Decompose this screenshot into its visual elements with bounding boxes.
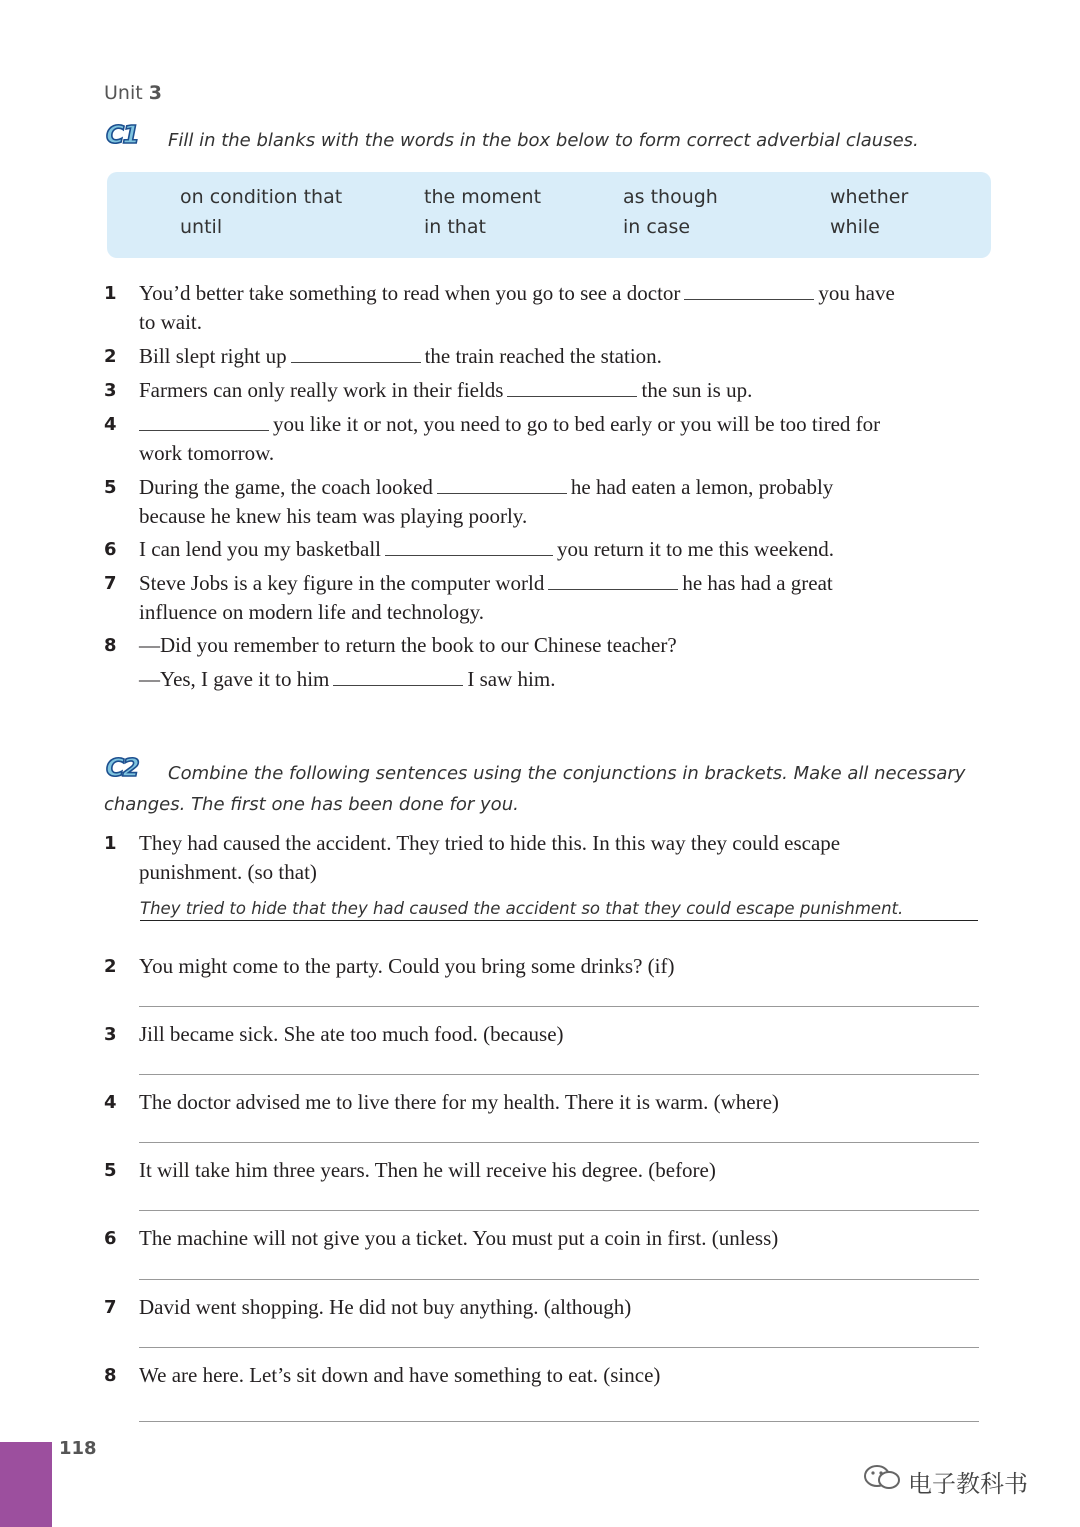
fill-blank[interactable] bbox=[139, 429, 269, 431]
example-answer: They tried to hide that they had caused the accident so that they could escape punishment. bbox=[140, 899, 978, 921]
item-number: 8 bbox=[104, 635, 117, 656]
item-text: you like it or not, you need to go to bed early or you will be too tired for bbox=[273, 412, 881, 436]
answer-line[interactable] bbox=[139, 1005, 979, 1007]
c1-instruction: Fill in the blanks with the words in the box below to form correct adverbial clauses. bbox=[168, 130, 919, 151]
item-number: 8 bbox=[104, 1365, 117, 1386]
item-text: It will take him three years. Then he will receive his degree. (before) bbox=[139, 1158, 716, 1182]
item-text: you return it to me this weekend. bbox=[557, 537, 835, 561]
item-text: I saw him. bbox=[467, 667, 556, 691]
item-text: We are here. Let’s sit down and have something to eat. (since) bbox=[139, 1363, 661, 1387]
answer-line[interactable] bbox=[139, 1209, 979, 1211]
item-text: During the game, the coach looked bbox=[139, 475, 433, 499]
chat-bubbles-icon bbox=[862, 1462, 902, 1498]
item-text: he had eaten a lemon, probably bbox=[570, 475, 834, 499]
watermark bbox=[862, 1462, 1028, 1499]
word-option: until bbox=[180, 216, 223, 238]
word-box bbox=[107, 172, 991, 258]
item-text: The doctor advised me to live there for my health. There it is warm. (where) bbox=[139, 1090, 779, 1114]
item-text: punishment. (so that) bbox=[139, 860, 317, 884]
watermark-text: 电子教科书 bbox=[908, 1470, 1028, 1498]
item-number: 3 bbox=[104, 1024, 117, 1045]
fill-blank[interactable] bbox=[548, 588, 678, 590]
item-number: 2 bbox=[104, 956, 117, 977]
item-number: 6 bbox=[104, 1228, 117, 1249]
item-text: David went shopping. He did not buy anything. (although) bbox=[139, 1295, 632, 1319]
item-text: the sun is up. bbox=[641, 378, 753, 402]
word-option: as though bbox=[623, 186, 718, 208]
c1-badge: C1 bbox=[106, 120, 138, 149]
item-text: They had caused the accident. They tried to hide this. In this way they could escape bbox=[139, 831, 841, 855]
item-text: You’d better take something to read when you go to see a doctor bbox=[139, 281, 681, 305]
item-text: —Did you remember to return the book to our Chinese teacher? bbox=[139, 633, 677, 657]
answer-line[interactable] bbox=[139, 1073, 979, 1075]
item-text: because he knew his team was playing poorly. bbox=[139, 504, 528, 528]
fill-blank[interactable] bbox=[385, 554, 553, 556]
item-text: Farmers can only really work in their fields bbox=[139, 378, 504, 402]
item-number: 4 bbox=[104, 1092, 117, 1113]
item-text: I can lend you my basketball bbox=[139, 537, 382, 561]
item-number: 7 bbox=[104, 1297, 117, 1318]
item-text: Steve Jobs is a key figure in the computer world bbox=[139, 571, 545, 595]
word-option: in case bbox=[623, 216, 691, 238]
word-option: while bbox=[830, 216, 880, 238]
page-number: 118 bbox=[59, 1438, 97, 1459]
item-number: 5 bbox=[104, 477, 117, 498]
c2-instruction-line2: changes. The first one has been done for you. bbox=[104, 794, 519, 815]
word-option: in that bbox=[424, 216, 486, 238]
item-number: 1 bbox=[104, 283, 117, 304]
fill-blank[interactable] bbox=[291, 361, 421, 363]
item-text: Bill slept right up bbox=[139, 344, 287, 368]
fill-blank[interactable] bbox=[507, 395, 637, 397]
fill-blank[interactable] bbox=[684, 298, 814, 300]
item-text: You might come to the party. Could you bring some drinks? (if) bbox=[139, 954, 675, 978]
word-option: on condition that bbox=[180, 186, 343, 208]
fill-blank[interactable] bbox=[333, 684, 463, 686]
fill-blank[interactable] bbox=[437, 492, 567, 494]
item-text: work tomorrow. bbox=[139, 441, 275, 465]
item-text: to wait. bbox=[139, 310, 202, 334]
item-number: 4 bbox=[104, 414, 117, 435]
item-number: 2 bbox=[104, 346, 117, 367]
answer-line[interactable] bbox=[139, 1346, 979, 1348]
answer-line[interactable] bbox=[139, 1420, 979, 1422]
item-number: 1 bbox=[104, 833, 117, 854]
c2-instruction-line1: Combine the following sentences using the conjunctions in brackets. Make all necessary bbox=[168, 763, 966, 784]
answer-line[interactable] bbox=[139, 1141, 979, 1143]
unit-label: Unit 3 bbox=[104, 82, 162, 104]
word-option: the moment bbox=[424, 186, 542, 208]
item-text: you have bbox=[818, 281, 895, 305]
item-text: The machine will not give you a ticket. You must put a coin in first. (unless) bbox=[139, 1226, 779, 1250]
item-text: he has had a great bbox=[682, 571, 833, 595]
c2-badge: C2 bbox=[106, 753, 138, 782]
item-text: —Yes, I gave it to him bbox=[139, 667, 330, 691]
word-option: whether bbox=[830, 186, 909, 208]
page-color-bar bbox=[0, 1442, 52, 1527]
item-number: 7 bbox=[104, 573, 117, 594]
item-number: 6 bbox=[104, 539, 117, 560]
answer-line[interactable] bbox=[139, 1278, 979, 1280]
item-text: Jill became sick. She ate too much food. (because) bbox=[139, 1022, 564, 1046]
item-number: 5 bbox=[104, 1160, 117, 1181]
item-text: the train reached the station. bbox=[424, 344, 662, 368]
item-number: 3 bbox=[104, 380, 117, 401]
item-text: influence on modern life and technology. bbox=[139, 600, 485, 624]
